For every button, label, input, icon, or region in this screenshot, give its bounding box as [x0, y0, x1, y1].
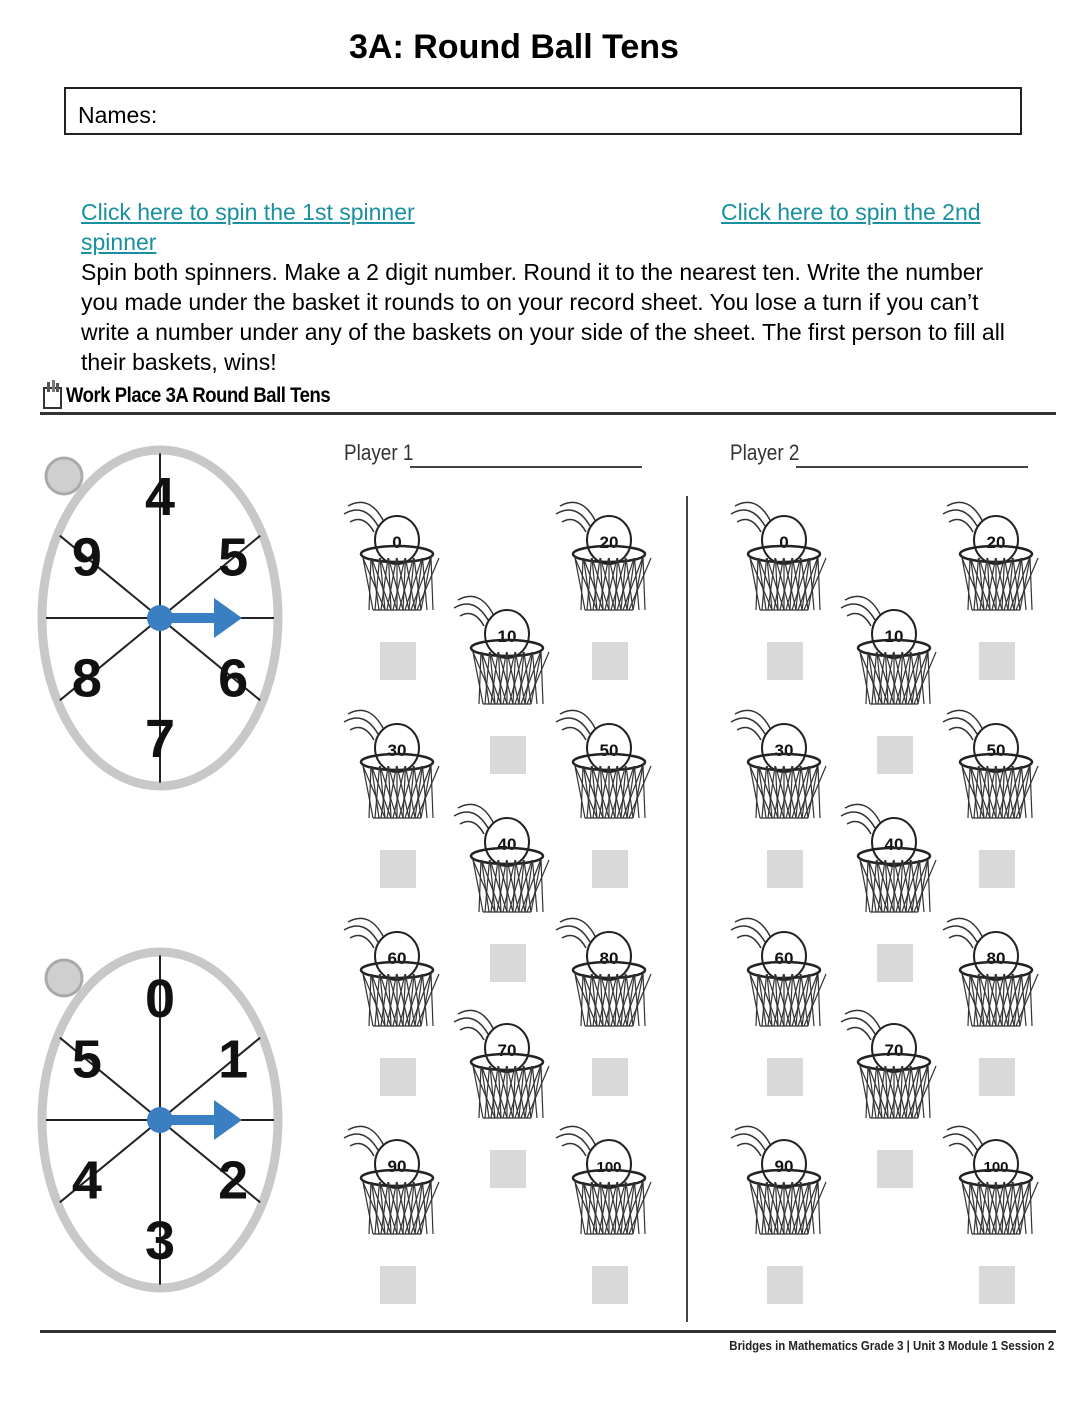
hoop-net [363, 558, 439, 610]
header-rule [40, 412, 1056, 415]
player-1-label: Player 1 [344, 440, 414, 465]
workplace-icon [42, 380, 64, 410]
basket [552, 908, 662, 1038]
spin-first-spinner-link[interactable]: Click here to spin the 1st spinner [81, 199, 415, 225]
spin-first-spinner-link-continued[interactable]: spinner [81, 229, 157, 255]
workplace-title: Work Place 3A Round Ball Tens [66, 384, 331, 407]
spinner-number: 5 [71, 1029, 102, 1090]
hoop-net [473, 652, 549, 704]
record-box[interactable] [490, 944, 526, 982]
hoop-net [363, 1182, 439, 1234]
basket-value: 50 [599, 741, 619, 760]
basket [552, 700, 662, 830]
hoop-net [750, 766, 826, 818]
spinner-number: 8 [71, 648, 102, 709]
record-box[interactable] [877, 736, 913, 774]
basket [552, 492, 662, 622]
hoop-net [473, 1066, 549, 1118]
record-box[interactable] [592, 1058, 628, 1096]
record-box[interactable] [490, 1150, 526, 1188]
hoop-net [575, 766, 651, 818]
hoop-net [363, 766, 439, 818]
names-field[interactable] [64, 87, 1022, 135]
record-box[interactable] [592, 1266, 628, 1304]
spinner-number: 1 [218, 1029, 249, 1090]
footer-rule [40, 1330, 1056, 1333]
basket-value: 60 [387, 949, 407, 968]
basket-value: 0 [392, 533, 402, 552]
record-box[interactable] [490, 736, 526, 774]
basket [727, 1116, 837, 1246]
spinner-hub [147, 1107, 173, 1133]
spinner-number: 2 [218, 1150, 249, 1211]
basket-value: 70 [497, 1041, 517, 1060]
basket [837, 586, 947, 716]
basket-value: 20 [986, 533, 1006, 552]
record-box[interactable] [380, 642, 416, 680]
basket [939, 908, 1049, 1038]
basket [552, 1116, 662, 1246]
basket [939, 492, 1049, 622]
spinner-number: 5 [218, 527, 249, 588]
spinner-number: 4 [71, 1150, 102, 1211]
record-box[interactable] [380, 1058, 416, 1096]
spinner-knob [46, 960, 82, 996]
basket-value: 40 [497, 835, 517, 854]
record-box[interactable] [767, 1058, 803, 1096]
basket [939, 1116, 1049, 1246]
basket [450, 586, 560, 716]
basket-value: 90 [774, 1157, 794, 1176]
basket [340, 700, 450, 830]
spinner-number: 0 [144, 969, 176, 1030]
footer-credit: Bridges in Mathematics Grade 3 | Unit 3 Module 1 Session 2 [729, 1338, 1054, 1353]
spinner-number: 3 [144, 1210, 176, 1271]
record-box[interactable] [979, 850, 1015, 888]
spinner-number: 7 [144, 708, 176, 769]
spinner-knob [46, 458, 82, 494]
record-box[interactable] [877, 944, 913, 982]
basket-value: 70 [884, 1041, 904, 1060]
hoop-net [962, 558, 1038, 610]
spinner-number: 6 [218, 648, 249, 709]
basket [837, 1000, 947, 1130]
basket-value: 40 [884, 835, 904, 854]
basket-value: 90 [387, 1157, 407, 1176]
spinner-number: 4 [144, 467, 176, 528]
basket [340, 1116, 450, 1246]
basket [837, 794, 947, 924]
hoop-net [750, 1182, 826, 1234]
basket [727, 700, 837, 830]
basket-value: 60 [774, 949, 794, 968]
player-1-name-line[interactable] [410, 466, 642, 468]
hoop-net [750, 558, 826, 610]
hoop-net [363, 974, 439, 1026]
record-box[interactable] [979, 1266, 1015, 1304]
player-2-name-line[interactable] [796, 466, 1028, 468]
hoop-net [575, 974, 651, 1026]
record-box[interactable] [592, 850, 628, 888]
player-divider [686, 496, 688, 1322]
basket-value: 100 [596, 1159, 622, 1176]
workplace-header [40, 378, 1056, 418]
record-box[interactable] [979, 1058, 1015, 1096]
hoop-net [575, 558, 651, 610]
basket [340, 908, 450, 1038]
record-box[interactable] [767, 642, 803, 680]
basket [450, 1000, 560, 1130]
basket [340, 492, 450, 622]
record-box[interactable] [592, 642, 628, 680]
record-box[interactable] [767, 850, 803, 888]
spinner-number: 9 [71, 527, 102, 588]
basket-value: 0 [779, 533, 789, 552]
hoop-net [962, 1182, 1038, 1234]
spinner-hub [147, 605, 173, 631]
hoop-net [962, 974, 1038, 1026]
spinner-2[interactable] [20, 930, 300, 1310]
hoop-net [575, 1182, 651, 1234]
hoop-net [860, 1066, 936, 1118]
basket-value: 10 [497, 627, 517, 646]
hoop-net [860, 860, 936, 912]
player-2-label: Player 2 [730, 440, 800, 465]
record-box[interactable] [877, 1150, 913, 1188]
hoop-net [750, 974, 826, 1026]
hoop-net [962, 766, 1038, 818]
basket-value: 30 [387, 741, 407, 760]
basket [939, 700, 1049, 830]
basket-value: 30 [774, 741, 794, 760]
basket [727, 492, 837, 622]
basket-value: 100 [983, 1159, 1009, 1176]
page-title: 3A: Round Ball Tens [349, 28, 679, 66]
instructions-text: Spin both spinners. Make a 2 digit number. Round it to the nearest ten. Write the number you made under the basket it rounds to on your record sheet. You lose a turn if you can’t write a number under any of the baskets on your side of the sheet. The first person to fill all their baskets, wins! [81, 259, 1005, 375]
record-box[interactable] [767, 1266, 803, 1304]
basket [450, 794, 560, 924]
record-box[interactable] [380, 1266, 416, 1304]
spin-second-spinner-link[interactable]: Click here to spin the 2nd [721, 199, 981, 225]
record-box[interactable] [380, 850, 416, 888]
hoop-net [473, 860, 549, 912]
record-box[interactable] [979, 642, 1015, 680]
basket-value: 20 [599, 533, 619, 552]
hoop-net [860, 652, 936, 704]
spinner-1[interactable] [20, 428, 300, 808]
basket-value: 80 [986, 949, 1006, 968]
names-label: Names: [78, 102, 158, 128]
basket-value: 80 [599, 949, 619, 968]
basket [727, 908, 837, 1038]
basket-value: 10 [884, 627, 904, 646]
basket-value: 50 [986, 741, 1006, 760]
